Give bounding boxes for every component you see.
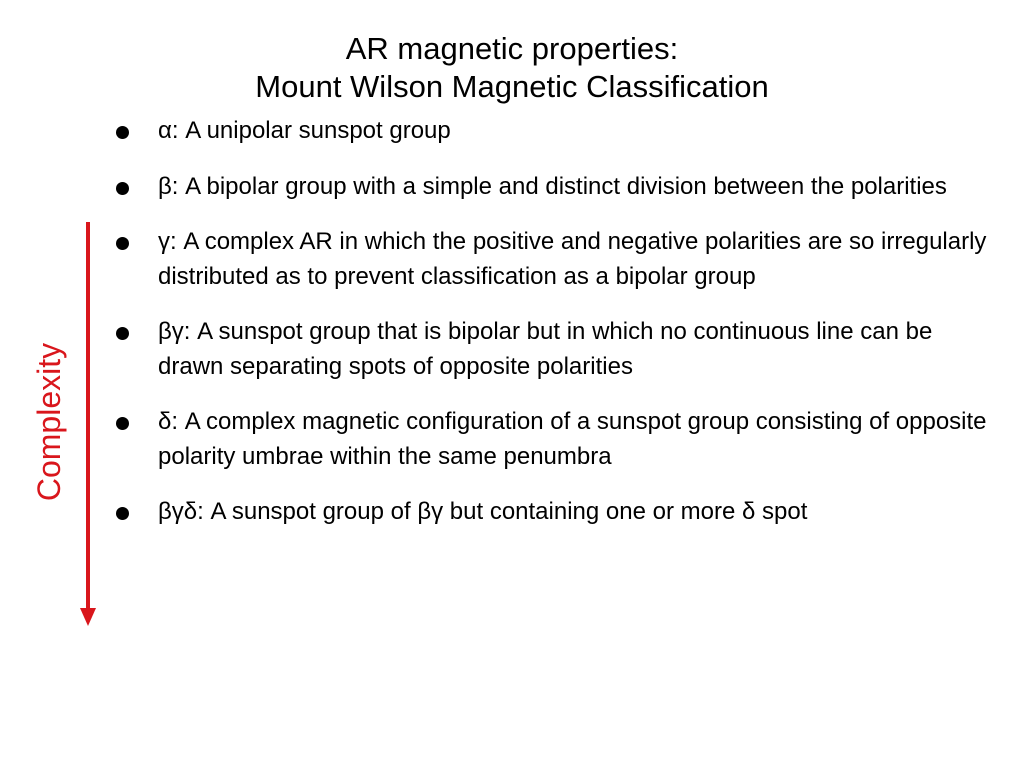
list-item-beta-gamma-delta [113, 495, 993, 530]
list-item-beta-gamma [113, 315, 993, 384]
list-item-delta [113, 405, 993, 474]
list-item-alpha [113, 114, 993, 149]
list-item-gamma [113, 225, 993, 294]
bullet-text: δ: A complex magnetic configuration of a sunspot group consisting of opposite polarity umbrae within the same penumbra [158, 408, 987, 470]
bullet-icon [116, 126, 129, 139]
complexity-arrow-icon [76, 220, 100, 630]
bullet-text: βγ: A sunspot group that is bipolar but in which no continuous line can be drawn separating spots of opposite polarities [158, 318, 933, 380]
bullet-text: γ: A complex AR in which the positive and negative polarities are so irregularly distributed as to prevent classification as a bipolar group [158, 228, 987, 290]
title-line-2: Mount Wilson Magnetic Classification [255, 69, 769, 104]
title-line-1: AR magnetic properties: [345, 31, 679, 66]
classification-list [113, 114, 993, 551]
bullet-text: β: A bipolar group with a simple and distinct division between the polarities [158, 172, 947, 200]
bullet-text: βγδ: A sunspot group of βγ but containing one or more δ spot [158, 498, 808, 525]
bullet-text: α: A unipolar sunspot group [158, 117, 451, 144]
bullet-icon [116, 507, 129, 520]
bullet-icon [116, 237, 129, 250]
slide-title [0, 30, 1024, 106]
list-item-beta [113, 170, 993, 205]
bullet-icon [116, 327, 129, 340]
bullet-icon [116, 182, 129, 195]
arrow-head [80, 608, 96, 626]
bullet-icon [116, 417, 129, 430]
complexity-label: Complexity [31, 342, 67, 502]
